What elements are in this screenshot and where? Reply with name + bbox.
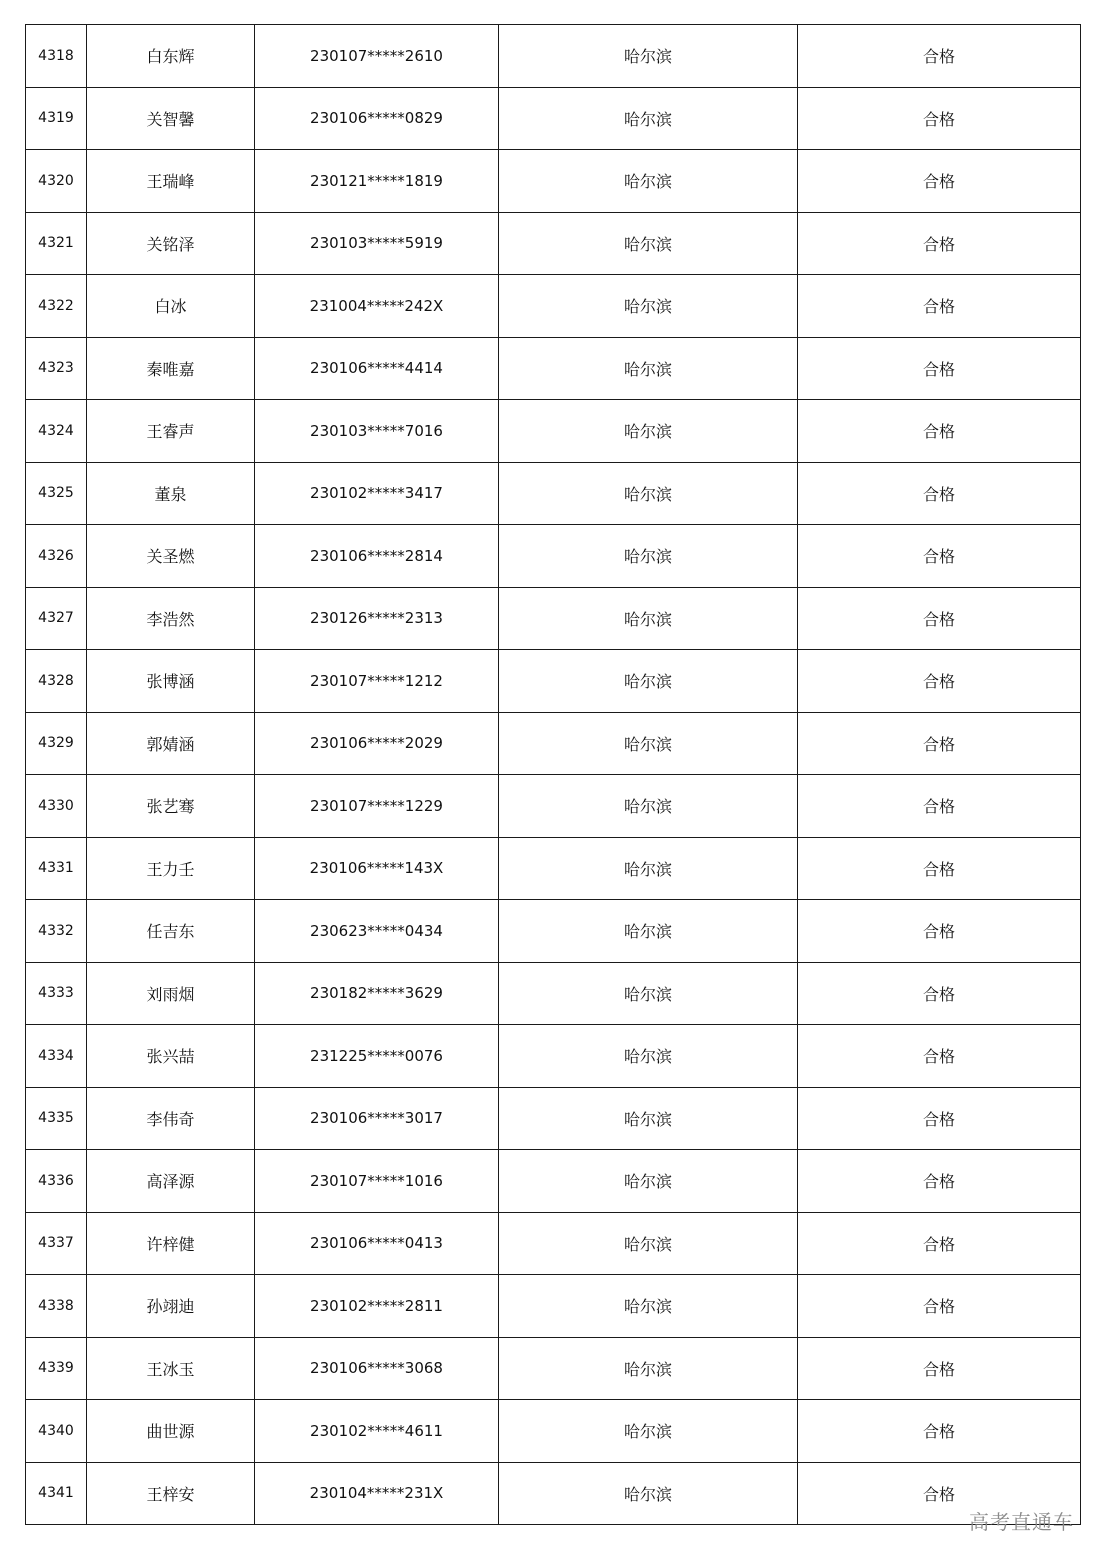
id-number-cell: 230126*****2313 — [255, 587, 499, 650]
result-cell: 合格 — [798, 1400, 1081, 1463]
table-row — [26, 400, 1081, 463]
name-cell: 关智馨 — [87, 87, 255, 150]
name-cell: 王睿声 — [87, 400, 255, 463]
result-cell: 合格 — [798, 900, 1081, 963]
id-number-cell: 230107*****1212 — [255, 650, 499, 713]
name-cell: 秦唯嘉 — [87, 337, 255, 400]
city-cell: 哈尔滨 — [499, 25, 798, 88]
id-number-cell: 230106*****2029 — [255, 712, 499, 775]
city-cell: 哈尔滨 — [499, 1462, 798, 1525]
city-cell: 哈尔滨 — [499, 1025, 798, 1088]
seq-number-cell: 4339 — [26, 1337, 87, 1400]
id-number-cell: 230102*****3417 — [255, 462, 499, 525]
id-number-cell: 230102*****2811 — [255, 1275, 499, 1338]
table-row — [26, 1212, 1081, 1275]
seq-number-cell: 4333 — [26, 962, 87, 1025]
name-cell: 刘雨烟 — [87, 962, 255, 1025]
city-cell: 哈尔滨 — [499, 1087, 798, 1150]
id-number-cell: 230104*****231X — [255, 1462, 499, 1525]
name-cell: 张艺骞 — [87, 775, 255, 838]
name-cell: 张兴喆 — [87, 1025, 255, 1088]
result-cell: 合格 — [798, 1337, 1081, 1400]
id-number-cell: 230107*****1229 — [255, 775, 499, 838]
result-cell: 合格 — [798, 1087, 1081, 1150]
name-cell: 白冰 — [87, 275, 255, 338]
name-cell: 曲世源 — [87, 1400, 255, 1463]
result-cell: 合格 — [798, 650, 1081, 713]
result-table-body — [26, 25, 1081, 1525]
result-cell: 合格 — [798, 87, 1081, 150]
id-number-cell: 231225*****0076 — [255, 1025, 499, 1088]
seq-number-cell: 4335 — [26, 1087, 87, 1150]
result-cell: 合格 — [798, 1275, 1081, 1338]
seq-number-cell: 4331 — [26, 837, 87, 900]
seq-number-cell: 4338 — [26, 1275, 87, 1338]
table-row — [26, 1025, 1081, 1088]
table-row — [26, 1275, 1081, 1338]
table-row — [26, 1087, 1081, 1150]
city-cell: 哈尔滨 — [499, 587, 798, 650]
seq-number-cell: 4325 — [26, 462, 87, 525]
seq-number-cell: 4337 — [26, 1212, 87, 1275]
seq-number-cell: 4320 — [26, 150, 87, 213]
city-cell: 哈尔滨 — [499, 87, 798, 150]
result-table — [25, 24, 1081, 1525]
city-cell: 哈尔滨 — [499, 337, 798, 400]
name-cell: 白东辉 — [87, 25, 255, 88]
result-cell: 合格 — [798, 400, 1081, 463]
name-cell: 王梓安 — [87, 1462, 255, 1525]
name-cell: 郭婧涵 — [87, 712, 255, 775]
city-cell: 哈尔滨 — [499, 962, 798, 1025]
seq-number-cell: 4336 — [26, 1150, 87, 1213]
seq-number-cell: 4321 — [26, 212, 87, 275]
table-row — [26, 25, 1081, 88]
name-cell: 张博涵 — [87, 650, 255, 713]
table-row — [26, 712, 1081, 775]
table-row — [26, 462, 1081, 525]
city-cell: 哈尔滨 — [499, 400, 798, 463]
name-cell: 高泽源 — [87, 1150, 255, 1213]
seq-number-cell: 4319 — [26, 87, 87, 150]
table-row — [26, 525, 1081, 588]
result-cell: 合格 — [798, 1025, 1081, 1088]
name-cell: 王力壬 — [87, 837, 255, 900]
result-cell: 合格 — [798, 775, 1081, 838]
seq-number-cell: 4323 — [26, 337, 87, 400]
seq-number-cell: 4334 — [26, 1025, 87, 1088]
city-cell: 哈尔滨 — [499, 462, 798, 525]
table-row — [26, 962, 1081, 1025]
result-cell: 合格 — [798, 275, 1081, 338]
name-cell: 李伟奇 — [87, 1087, 255, 1150]
id-number-cell: 230106*****2814 — [255, 525, 499, 588]
id-number-cell: 231004*****242X — [255, 275, 499, 338]
seq-number-cell: 4340 — [26, 1400, 87, 1463]
city-cell: 哈尔滨 — [499, 525, 798, 588]
name-cell: 任吉东 — [87, 900, 255, 963]
result-cell: 合格 — [798, 462, 1081, 525]
result-cell: 合格 — [798, 1462, 1081, 1525]
table-row — [26, 1337, 1081, 1400]
result-cell: 合格 — [798, 837, 1081, 900]
table-row — [26, 275, 1081, 338]
name-cell: 李浩然 — [87, 587, 255, 650]
result-cell: 合格 — [798, 1150, 1081, 1213]
city-cell: 哈尔滨 — [499, 1212, 798, 1275]
city-cell: 哈尔滨 — [499, 775, 798, 838]
name-cell: 关圣燃 — [87, 525, 255, 588]
name-cell: 董泉 — [87, 462, 255, 525]
result-cell: 合格 — [798, 212, 1081, 275]
id-number-cell: 230182*****3629 — [255, 962, 499, 1025]
id-number-cell: 230623*****0434 — [255, 900, 499, 963]
table-row — [26, 650, 1081, 713]
seq-number-cell: 4328 — [26, 650, 87, 713]
city-cell: 哈尔滨 — [499, 650, 798, 713]
id-number-cell: 230106*****143X — [255, 837, 499, 900]
result-cell: 合格 — [798, 25, 1081, 88]
city-cell: 哈尔滨 — [499, 275, 798, 338]
table-row — [26, 150, 1081, 213]
result-cell: 合格 — [798, 587, 1081, 650]
city-cell: 哈尔滨 — [499, 712, 798, 775]
result-cell: 合格 — [798, 962, 1081, 1025]
id-number-cell: 230106*****3068 — [255, 1337, 499, 1400]
name-cell: 王瑞峰 — [87, 150, 255, 213]
city-cell: 哈尔滨 — [499, 1150, 798, 1213]
seq-number-cell: 4341 — [26, 1462, 87, 1525]
seq-number-cell: 4330 — [26, 775, 87, 838]
id-number-cell: 230107*****2610 — [255, 25, 499, 88]
city-cell: 哈尔滨 — [499, 900, 798, 963]
table-row — [26, 1400, 1081, 1463]
city-cell: 哈尔滨 — [499, 837, 798, 900]
id-number-cell: 230106*****4414 — [255, 337, 499, 400]
result-cell: 合格 — [798, 150, 1081, 213]
name-cell: 关铭泽 — [87, 212, 255, 275]
seq-number-cell: 4324 — [26, 400, 87, 463]
city-cell: 哈尔滨 — [499, 150, 798, 213]
table-row — [26, 775, 1081, 838]
id-number-cell: 230121*****1819 — [255, 150, 499, 213]
id-number-cell: 230103*****5919 — [255, 212, 499, 275]
table-row — [26, 212, 1081, 275]
city-cell: 哈尔滨 — [499, 1337, 798, 1400]
id-number-cell: 230106*****3017 — [255, 1087, 499, 1150]
table-row — [26, 587, 1081, 650]
id-number-cell: 230107*****1016 — [255, 1150, 499, 1213]
city-cell: 哈尔滨 — [499, 1275, 798, 1338]
table-row — [26, 87, 1081, 150]
watermark-text: 高考直通车 — [969, 1510, 1074, 1534]
id-number-cell: 230106*****0413 — [255, 1212, 499, 1275]
table-row — [26, 837, 1081, 900]
city-cell: 哈尔滨 — [499, 212, 798, 275]
id-number-cell: 230103*****7016 — [255, 400, 499, 463]
seq-number-cell: 4327 — [26, 587, 87, 650]
result-cell: 合格 — [798, 1212, 1081, 1275]
seq-number-cell: 4318 — [26, 25, 87, 88]
result-cell: 合格 — [798, 337, 1081, 400]
table-row — [26, 1150, 1081, 1213]
table-row — [26, 1462, 1081, 1525]
city-cell: 哈尔滨 — [499, 1400, 798, 1463]
name-cell: 王冰玉 — [87, 1337, 255, 1400]
seq-number-cell: 4332 — [26, 900, 87, 963]
name-cell: 许梓健 — [87, 1212, 255, 1275]
id-number-cell: 230102*****4611 — [255, 1400, 499, 1463]
table-row — [26, 900, 1081, 963]
seq-number-cell: 4322 — [26, 275, 87, 338]
id-number-cell: 230106*****0829 — [255, 87, 499, 150]
result-cell: 合格 — [798, 525, 1081, 588]
result-cell: 合格 — [798, 712, 1081, 775]
seq-number-cell: 4329 — [26, 712, 87, 775]
name-cell: 孙翊迪 — [87, 1275, 255, 1338]
table-row — [26, 337, 1081, 400]
seq-number-cell: 4326 — [26, 525, 87, 588]
